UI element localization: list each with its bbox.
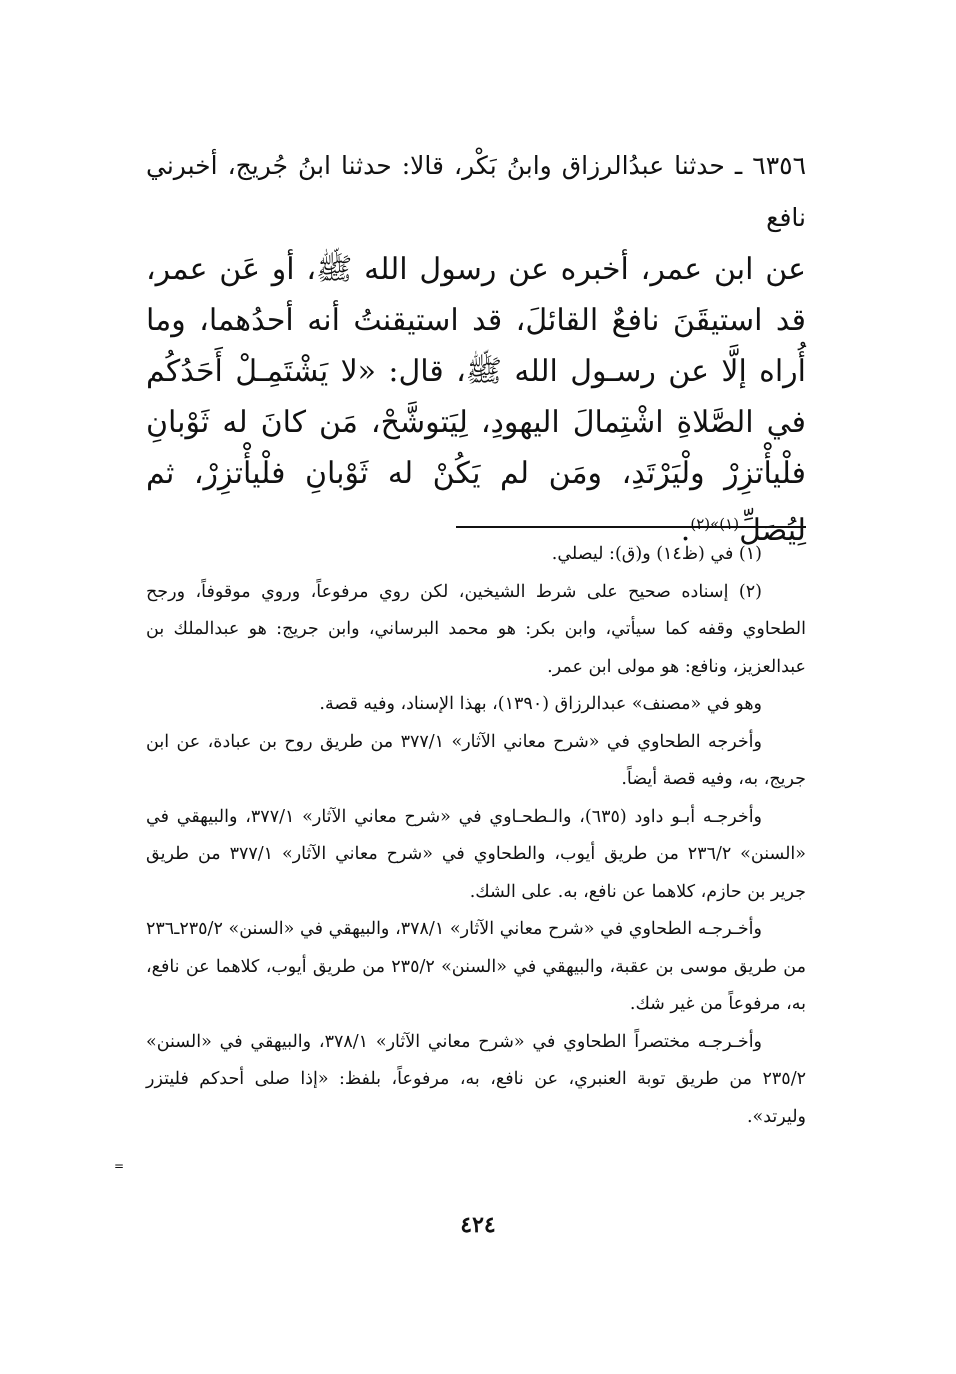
footnote-paragraph: وهو في «مصنف» عبدالرزاق (١٣٩٠)، بهذا الإسناد، وفيه قصة. <box>319 694 762 714</box>
footnote-paragraph: وأخرجـه أبـو داود (٦٣٥)، والـطحـاوي في «شرح معاني الآثار» ٣٧٧/١، والبيهقي في «السنن» ٢٣٦/٢ من طريق أيوب، والطحاوي في «شرح معاني الآثار» ٣٧٧/١ من طريق جرير بن حازم، كلاهما عن نافع، به. على الشك. <box>146 806 806 902</box>
hadith-text-paragraph <box>146 244 806 556</box>
continuation-mark: = <box>114 1159 125 1173</box>
hadith-end-mark: . <box>680 513 691 548</box>
footnotes-section <box>146 536 806 1136</box>
footnote-paragraph: وأخـرجـه مختصراً الطحاوي في «شرح معاني الآثار» ٣٧٨/١، والبيهقي في «السنن» ٢٣٥/٢ من طريق توبة العنبري، عن نافع، به، مرفوعاً، بلفظ: «إذا صلى أحدكم فليتزر وليرتد». <box>146 1031 806 1127</box>
footnote-divider <box>456 526 806 528</box>
page-number: ٤٢٤ <box>460 1212 496 1238</box>
hadith-chain-header: ٦٣٥٦ ـ حدثنا عبدُالرزاق وابنُ بَكْر، قالا: حدثنا ابنُ جُريج، أخبرني نافع <box>146 151 806 232</box>
footnote-2: (٢) إسناده صحيح على شرط الشيخين، لكن روي مرفوعاً، وروي موقوفاً، ورجح الطحاوي وقفه كما سيأتي، وابن بكر: هو محمد البرساني، وابن جريج: هو عبدالملك بن عبدالعزيز، ونافع: هو مولى ابن عمر. <box>146 581 806 677</box>
footnote-paragraph: وأخـرجـه الطحاوي في «شرح معاني الآثار» ٣٧٨/١، والبيهقي في «السنن» ٢٣٥/٢ـ٢٣٦ من طريق موسى بن عقبة، والبيهقي في «السنن» ٢٣٥/٢ من طريق أيوب، كلاهما عن نافع، به، مرفوعاً من غير شك. <box>146 919 806 1014</box>
hadith-matn: عن ابن عمر، أخبره عن رسول الله ﷺ، أو عَن عمر، قد استيقَنَ نافعٌ القائلَ، قد استيقنتُ أنه أحدُهما، وما أُراه إلَّا عن رسـول الله ﷺ، قال: «لا يَشْتَمِـلْ أَحَدُكُم في الصَّلاةِ اشْتِمالَ اليهودِ، لِيَتوشَّحْ، مَن كانَ له ثَوْبانِ فلْيأْتزِرْ ولْيَرْتَدِ، ومَن لم يَكُنْ له ثَوْبانِ فلْيأْتزِرْ، ثم لِيُصَلِّ <box>146 252 806 548</box>
footnote-references: (١)»(٢) <box>690 515 740 533</box>
footnote-paragraph: وأخرجه الطحاوي في «شرح معاني الآثار» ٣٧٧/١ من طريق روح بن عبادة، عن ابن جريج، به، وفيه قصة أيضاً. <box>146 731 806 789</box>
footnote-1: (١) في (ظ١٤) و(ق): ليصلي. <box>551 544 762 564</box>
hadith-text <box>146 244 806 556</box>
